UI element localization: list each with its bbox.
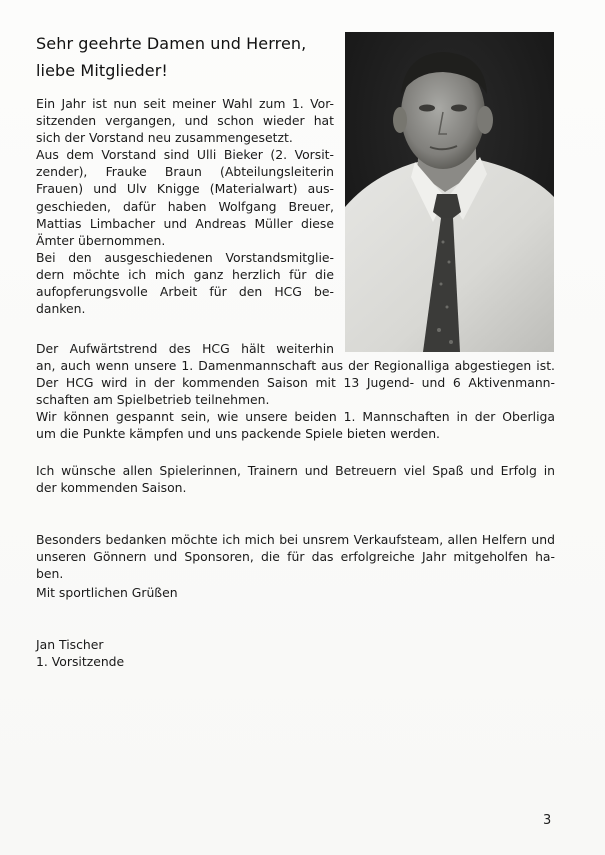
signature-name: Jan Tischer	[36, 637, 104, 652]
paragraph-board-changes	[36, 95, 334, 317]
paragraph-thanks	[36, 531, 555, 582]
text-line: Aus dem Vorstand sind Ulli Bieker (2. Vorsit-	[36, 147, 334, 163]
text-line: Wir können gespannt sein, wie unsere beiden 1. Mannschaften in der Oberliga	[36, 409, 555, 425]
text-line: aufopferungsvolle Arbeit für den HCG be-	[36, 284, 334, 300]
text-line: Der Aufwärtstrend des HCG hält weiterhin	[36, 341, 334, 356]
paragraph-trend	[36, 357, 555, 442]
text-line: Frauen) und Ulv Knigge (Materialwart) aus-	[36, 181, 334, 197]
text-line: geschieden, dafür haben Wolfgang Breuer,	[36, 198, 334, 214]
text-line: dern möchte ich mich ganz herzlich für die	[36, 266, 334, 282]
text-line: an, auch wenn unsere 1. Damenmannschaft aus der Regionalliga abgestiegen ist.	[36, 358, 555, 373]
greeting-line: Sehr geehrte Damen und Herren,	[36, 34, 307, 53]
text-line: Ein Jahr ist nun seit meiner Wahl zum 1. Vor-	[36, 96, 334, 111]
greeting-line: liebe Mitglieder!	[36, 61, 168, 80]
signature-title: 1. Vorsitzende	[36, 654, 125, 670]
text-line: ben.	[36, 566, 64, 582]
text-line: sich der Vorstand neu zusammengesetzt.	[36, 130, 293, 146]
page-number: 3	[543, 813, 552, 828]
text-line: der kommenden Saison.	[36, 480, 187, 496]
paragraph-wishes	[36, 462, 555, 496]
text-line: um die Punkte kämpfen und uns packende Spiele bieten werden.	[36, 426, 440, 442]
text-line: Besonders bedanken möchte ich mich bei unsrem Verkaufsteam, allen Helfern und	[36, 532, 555, 547]
closing-line	[36, 584, 178, 601]
text-line: schaften am Spielbetrieb teilnehmen.	[36, 392, 270, 408]
letter-greeting	[36, 30, 306, 84]
text-line: zender), Frauke Braun (Abteilungsleiterin	[36, 164, 334, 180]
text-line: danken.	[36, 301, 86, 317]
text-line: sitzenden vergangen, und schon wieder hat	[36, 113, 334, 129]
text-line: Mit sportlichen Grüßen	[36, 585, 178, 600]
paragraph-trend-first-line	[36, 340, 334, 357]
text-line: unseren Gönnern und Sponsoren, die für das erfolgreiche Jahr mitgeholfen ha-	[36, 549, 555, 565]
signature-block	[36, 636, 124, 670]
portrait-photo	[345, 32, 554, 352]
text-line: Der HCG wird in der kommenden Saison mit 13 Jugend- und 6 Aktivenmann-	[36, 375, 555, 391]
text-line: Mattias Limbacher und Andreas Müller diese	[36, 215, 334, 231]
text-line: Bei den ausgeschiedenen Vorstandsmitglie-	[36, 249, 334, 265]
text-line: Ämter übernommen.	[36, 232, 166, 248]
text-line: Ich wünsche allen Spielerinnen, Trainern und Betreuern viel Spaß und Erfolg in	[36, 463, 555, 478]
